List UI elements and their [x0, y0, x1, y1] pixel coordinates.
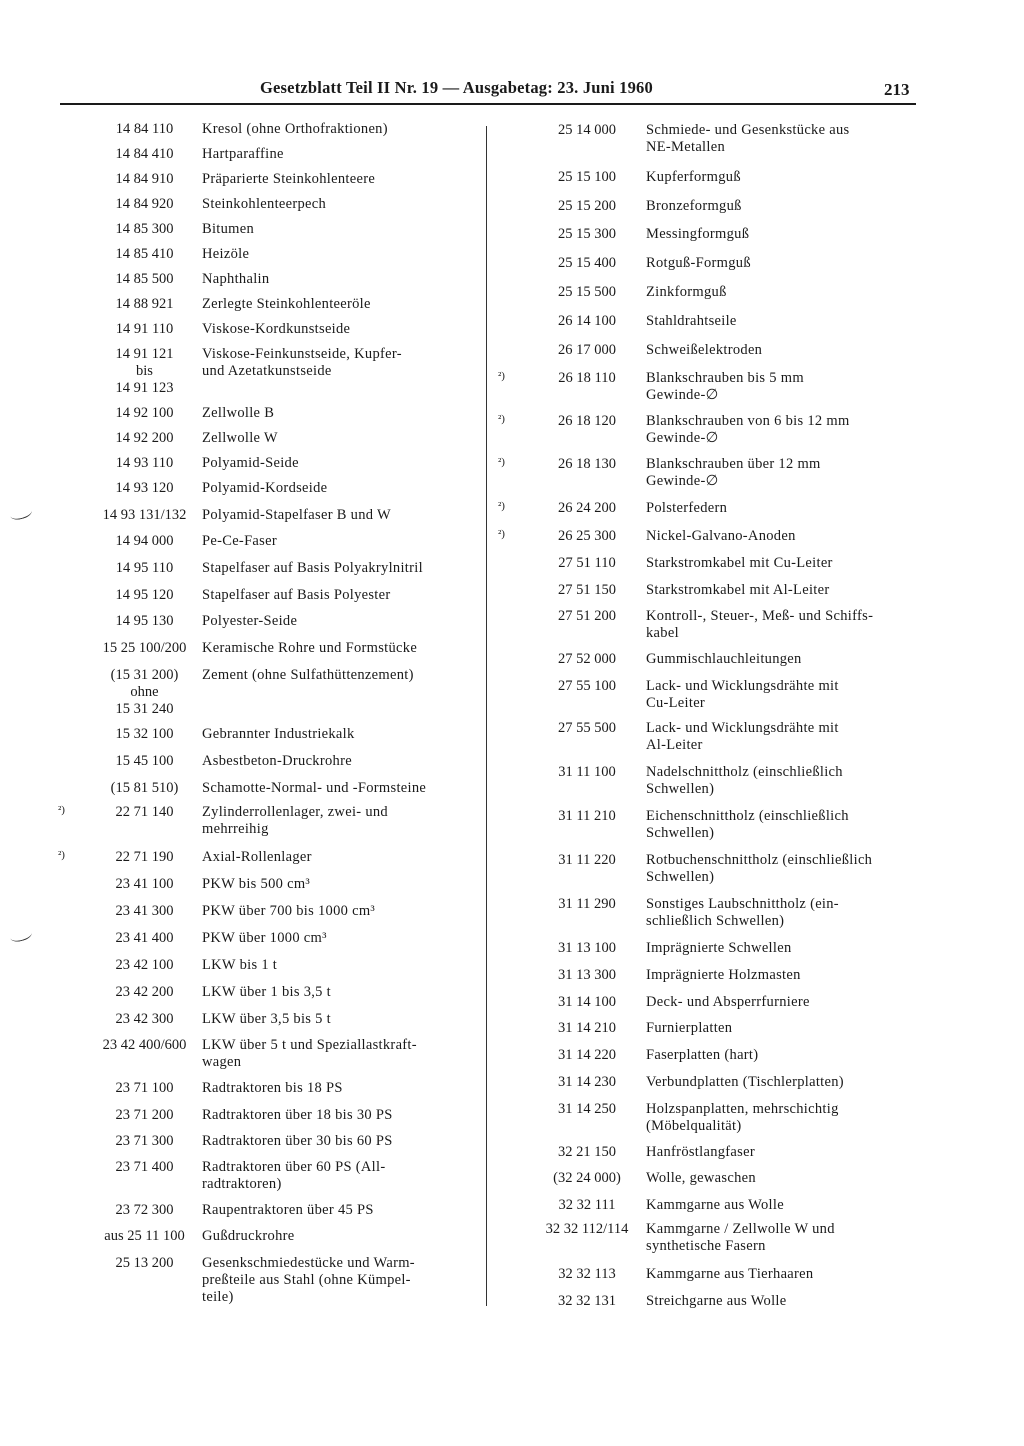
item-description: Polsterfedern	[646, 500, 728, 516]
item-description: Gesenkschmiedestücke und Warm- preßteile aus Stahl (ohne Kümpel- teile)	[202, 1255, 415, 1305]
running-head: Gesetzblatt Teil II Nr. 19 — Ausgabetag: 23. Juni 1960	[260, 78, 653, 97]
tariff-number: 32 32 111	[558, 1197, 616, 1213]
item-description: Polyamid-Kordseide	[202, 480, 328, 496]
item-description: Blankschrauben von 6 bis 12 mm Gewinde-∅	[646, 413, 850, 446]
tariff-number: 31 14 100	[558, 994, 616, 1010]
item-description: Stapelfaser auf Basis Polyakrylnitril	[202, 560, 423, 576]
tariff-number: 14 84 910	[115, 171, 174, 187]
tariff-number: 31 11 220	[558, 852, 616, 868]
tariff-number: 26 18 120	[558, 413, 616, 429]
tariff-number: 31 11 290	[558, 896, 616, 912]
item-description: Blankschrauben bis 5 mm Gewinde-∅	[646, 370, 804, 403]
item-description: Radtraktoren bis 18 PS	[202, 1080, 343, 1096]
item-description: Kammgarne aus Wolle	[646, 1197, 784, 1213]
item-description: Stahldrahtseile	[646, 313, 737, 329]
tariff-number: 23 42 400/600	[102, 1037, 187, 1053]
item-description: Kammgarne aus Tierhaaren	[646, 1266, 814, 1282]
tariff-number: 14 84 920	[115, 196, 174, 212]
tariff-number: 26 18 110	[558, 370, 616, 386]
item-description: PKW über 1000 cm³	[202, 930, 327, 946]
item-description: Nadelschnittholz (einschließlich Schwellen)	[646, 764, 843, 797]
tariff-number: 32 21 150	[558, 1144, 616, 1160]
tariff-number: 22 71 140	[115, 804, 174, 820]
tariff-number: 25 15 500	[558, 284, 616, 300]
item-description: Naphthalin	[202, 271, 270, 287]
item-description: Kresol (ohne Orthofraktionen)	[202, 121, 388, 137]
tariff-number: 27 51 200	[558, 608, 616, 624]
tariff-number: 25 15 200	[558, 198, 616, 214]
tariff-number: 14 85 410	[115, 246, 174, 262]
tariff-number: 31 14 220	[558, 1047, 616, 1063]
tariff-number: (15 81 510)	[110, 780, 179, 796]
tariff-number: 23 42 300	[115, 1011, 174, 1027]
tariff-number: 22 71 190	[115, 849, 174, 865]
column-divider	[486, 126, 487, 1306]
tariff-number: 31 14 210	[558, 1020, 616, 1036]
tariff-number: 26 25 300	[558, 528, 616, 544]
item-description: Hartparaffine	[202, 146, 284, 162]
item-description: Radtraktoren über 60 PS (All- radtraktoren)	[202, 1159, 386, 1192]
tariff-number: 27 55 500	[558, 720, 616, 736]
item-description: Radtraktoren über 18 bis 30 PS	[202, 1107, 393, 1123]
item-description: Zinkformguß	[646, 284, 727, 300]
footnote-marker: ²)	[498, 500, 505, 512]
item-description: Holzspanplatten, mehrschichtig (Möbelqualität)	[646, 1101, 839, 1134]
item-description: Schamotte-Normal- und -Formsteine	[202, 780, 427, 796]
item-description: Starkstromkabel mit Cu-Leiter	[646, 555, 833, 571]
item-description: LKW über 5 t und Speziallastkraft- wagen	[202, 1037, 417, 1070]
tariff-number: 32 32 131	[558, 1293, 616, 1309]
item-description: Zerlegte Steinkohlenteeröle	[202, 296, 371, 312]
tariff-number: 31 11 210	[558, 808, 616, 824]
footnote-marker: ²)	[498, 528, 505, 540]
tariff-number: 14 91 110	[115, 321, 174, 337]
item-description: Asbestbeton-Druckrohre	[202, 753, 352, 769]
tariff-number: 15 32 100	[115, 726, 174, 742]
tariff-number: (15 31 200) ohne 15 31 240	[110, 667, 179, 717]
footnote-marker: ²)	[498, 413, 505, 425]
tariff-number: 14 93 120	[115, 480, 174, 496]
item-description: Starkstromkabel mit Al-Leiter	[646, 582, 830, 598]
tariff-number: 31 13 300	[558, 967, 616, 983]
item-description: Präparierte Steinkohlenteere	[202, 171, 376, 187]
tariff-number: 25 15 400	[558, 255, 616, 271]
tariff-number: 14 94 000	[115, 533, 174, 549]
item-description: Polyamid-Stapelfaser B und W	[202, 507, 391, 523]
item-description: Rotbuchenschnittholz (einschließlich Schwellen)	[646, 852, 873, 885]
tariff-number: 15 45 100	[115, 753, 174, 769]
item-description: Bitumen	[202, 221, 255, 237]
item-description: Imprägnierte Schwellen	[646, 940, 792, 956]
tariff-number: (32 24 000)	[553, 1170, 621, 1186]
item-description: Zellwolle B	[202, 405, 275, 421]
item-description: PKW über 700 bis 1000 cm³	[202, 903, 376, 919]
item-description: Kontroll-, Steuer-, Meß- und Schiffs- kabel	[646, 608, 874, 641]
item-description: Radtraktoren über 30 bis 60 PS	[202, 1133, 393, 1149]
item-description: Eichenschnittholz (einschließlich Schwellen)	[646, 808, 849, 841]
margin-tick-mark	[9, 927, 33, 943]
header-rule	[60, 103, 916, 105]
tariff-number: 23 72 300	[115, 1202, 174, 1218]
tariff-number: 31 11 100	[558, 764, 616, 780]
item-description: LKW über 1 bis 3,5 t	[202, 984, 331, 1000]
item-description: Keramische Rohre und Formstücke	[202, 640, 418, 656]
item-description: Viskose-Kordkunstseide	[202, 321, 351, 337]
item-description: Zellwolle W	[202, 430, 278, 446]
tariff-number: 23 71 400	[115, 1159, 174, 1175]
item-description: Messingformguß	[646, 226, 750, 242]
tariff-number: 27 51 150	[558, 582, 616, 598]
tariff-number: 32 32 112/114	[545, 1221, 629, 1237]
tariff-number: 14 93 131/132	[102, 507, 187, 523]
margin-tick-mark	[9, 505, 33, 521]
tariff-number: 14 95 110	[115, 560, 174, 576]
tariff-number: 14 95 120	[115, 587, 174, 603]
tariff-number: 14 84 410	[115, 146, 174, 162]
footnote-marker: ²)	[58, 804, 65, 816]
item-description: Zement (ohne Sulfathüttenzement)	[202, 667, 414, 683]
item-description: Blankschrauben über 12 mm Gewinde-∅	[646, 456, 821, 489]
tariff-number: 14 84 110	[115, 121, 174, 137]
tariff-number: 14 92 100	[115, 405, 174, 421]
item-description: Polyester-Seide	[202, 613, 298, 629]
item-description: Wolle, gewaschen	[646, 1170, 756, 1186]
item-description: Deck- und Absperrfurniere	[646, 994, 810, 1010]
page-number: 213	[884, 80, 910, 99]
tariff-number: 14 91 121 bis 14 91 123	[115, 346, 174, 396]
tariff-number: 26 18 130	[558, 456, 616, 472]
tariff-number: 25 15 100	[558, 169, 616, 185]
tariff-number: 25 15 300	[558, 226, 616, 242]
item-description: Imprägnierte Holzmasten	[646, 967, 801, 983]
tariff-number: 25 14 000	[558, 122, 616, 138]
item-description: Sonstiges Laubschnittholz (ein- schließlich Schwellen)	[646, 896, 839, 929]
tariff-number: 23 41 300	[115, 903, 174, 919]
tariff-number: 25 13 200	[115, 1255, 174, 1271]
tariff-number: 23 41 400	[115, 930, 174, 946]
item-description: Raupentraktoren über 45 PS	[202, 1202, 374, 1218]
tariff-number: 31 14 230	[558, 1074, 616, 1090]
tariff-number: 14 92 200	[115, 430, 174, 446]
item-description: Hanfröstlangfaser	[646, 1144, 755, 1160]
tariff-number: 15 25 100/200	[102, 640, 187, 656]
item-description: Pe-Ce-Faser	[202, 533, 277, 549]
tariff-number: 23 42 100	[115, 957, 174, 973]
item-description: Heizöle	[202, 246, 250, 262]
item-description: Steinkohlenteerpech	[202, 196, 327, 212]
item-description: Viskose-Feinkunstseide, Kupfer- und Azetatkunstseide	[202, 346, 402, 379]
tariff-number: 23 71 200	[115, 1107, 174, 1123]
item-description: Lack- und Wicklungsdrähte mit Cu-Leiter	[646, 678, 839, 711]
item-description: Furnierplatten	[646, 1020, 733, 1036]
tariff-number: 23 42 200	[115, 984, 174, 1000]
tariff-number: 14 85 300	[115, 221, 174, 237]
tariff-number: 26 14 100	[558, 313, 616, 329]
tariff-number: 14 93 110	[115, 455, 174, 471]
tariff-number: 27 52 000	[558, 651, 616, 667]
item-description: PKW bis 500 cm³	[202, 876, 311, 892]
item-description: Nickel-Galvano-Anoden	[646, 528, 796, 544]
tariff-number: 27 55 100	[558, 678, 616, 694]
item-description: Verbundplatten (Tischlerplatten)	[646, 1074, 844, 1090]
tariff-number: 32 32 113	[558, 1266, 616, 1282]
item-description: Faserplatten (hart)	[646, 1047, 759, 1063]
footnote-marker: ²)	[498, 370, 505, 382]
tariff-number: 26 24 200	[558, 500, 616, 516]
footnote-marker: ²)	[498, 456, 505, 468]
tariff-number: 23 41 100	[115, 876, 174, 892]
item-description: Kammgarne / Zellwolle W und synthetische Fasern	[646, 1221, 835, 1254]
item-description: Lack- und Wicklungsdrähte mit Al-Leiter	[646, 720, 839, 753]
item-description: Rotguß-Formguß	[646, 255, 751, 271]
tariff-number: 14 95 130	[115, 613, 174, 629]
tariff-number: 14 85 500	[115, 271, 174, 287]
item-description: LKW über 3,5 bis 5 t	[202, 1011, 331, 1027]
item-description: Polyamid-Seide	[202, 455, 299, 471]
item-description: Schmiede- und Gesenkstücke aus NE-Metallen	[646, 122, 850, 155]
item-description: Schweißelektroden	[646, 342, 763, 358]
item-description: Stapelfaser auf Basis Polyester	[202, 587, 391, 603]
tariff-number: 26 17 000	[558, 342, 616, 358]
item-description: Kupferformguß	[646, 169, 741, 185]
tariff-number: 31 13 100	[558, 940, 616, 956]
tariff-number: 23 71 100	[115, 1080, 174, 1096]
item-description: Gußdruckrohre	[202, 1228, 295, 1244]
item-description: Gebrannter Industriekalk	[202, 726, 355, 742]
item-description: Gummischlauchleitungen	[646, 651, 802, 667]
item-description: LKW bis 1 t	[202, 957, 278, 973]
tariff-number: 27 51 110	[558, 555, 616, 571]
item-description: Zylinderrollenlager, zwei- und mehrreihig	[202, 804, 388, 837]
footnote-marker: ²)	[58, 849, 65, 861]
tariff-number: 14 88 921	[115, 296, 174, 312]
tariff-number: aus 25 11 100	[104, 1228, 185, 1244]
tariff-number: 31 14 250	[558, 1101, 616, 1117]
item-description: Axial-Rollenlager	[202, 849, 312, 865]
item-description: Bronzeformguß	[646, 198, 742, 214]
tariff-number: 23 71 300	[115, 1133, 174, 1149]
item-description: Streichgarne aus Wolle	[646, 1293, 787, 1309]
